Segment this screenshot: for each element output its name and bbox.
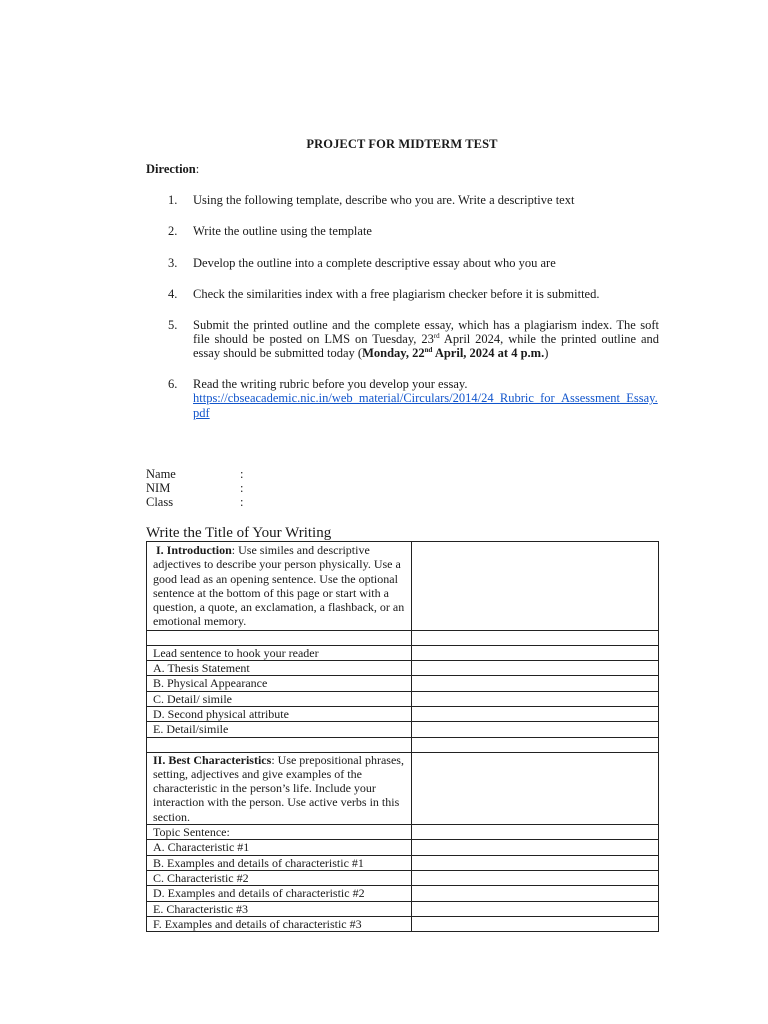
list-number: 3. [168, 255, 178, 270]
table-cell-empty[interactable] [412, 855, 659, 870]
table-cell-empty[interactable] [412, 840, 659, 855]
identity-block [146, 467, 243, 510]
table-cell-empty[interactable] [412, 676, 659, 691]
list-item [146, 318, 659, 361]
table-row [147, 661, 659, 676]
table-cell-label: Lead sentence to hook your reader [147, 645, 412, 660]
table-row [147, 840, 659, 855]
table-cell-empty[interactable] [412, 752, 659, 824]
list-number: 6. [168, 376, 178, 391]
identity-colon: : [240, 481, 244, 496]
table-row [147, 722, 659, 737]
table-cell-empty[interactable] [412, 737, 659, 752]
list-item [146, 287, 659, 301]
table-cell-empty[interactable] [412, 706, 659, 721]
superscript: rd [433, 332, 440, 341]
best-characteristics-cell [147, 752, 412, 824]
writing-title: Write the Title of Your Writing [146, 525, 332, 541]
table-cell-label: A. Thesis Statement [147, 661, 412, 676]
table-row [147, 706, 659, 721]
table-row [147, 752, 659, 824]
identity-row-class [146, 495, 243, 509]
table-cell-empty[interactable] [412, 645, 659, 660]
list-number: 5. [168, 317, 178, 332]
table-cell-empty[interactable] [412, 691, 659, 706]
direction-colon: : [195, 162, 200, 176]
introduction-heading: I. Introduction [156, 543, 232, 557]
list-item-text: Using the following template, describe who you are. Write a descriptive text [193, 193, 575, 207]
identity-label: NIM [146, 481, 171, 496]
table-row [147, 645, 659, 660]
direction-heading [146, 162, 199, 177]
table-row [147, 886, 659, 901]
direction-label: Direction [146, 162, 196, 176]
table-row [147, 916, 659, 931]
instruction-list [146, 193, 659, 420]
list-item-text: Develop the outline into a complete descriptive essay about who you are [193, 255, 556, 270]
identity-row-name [146, 467, 243, 481]
list-item-text: ) [544, 346, 549, 361]
table-cell-label: F. Examples and details of characteristic #3 [147, 916, 412, 931]
table-cell-empty[interactable] [412, 870, 659, 885]
table-cell-empty[interactable] [412, 661, 659, 676]
table-cell-empty[interactable] [412, 722, 659, 737]
list-item-text: Read the writing rubric before you develop your essay. [193, 376, 468, 391]
deadline-text: Monday, 22 [362, 346, 425, 361]
identity-row-nim [146, 481, 243, 495]
superscript: nd [424, 346, 433, 355]
table-cell-label: C. Detail/ simile [147, 691, 412, 706]
table-row [147, 542, 659, 631]
table-cell-empty[interactable] [412, 916, 659, 931]
table-cell-label: D. Examples and details of characteristic #2 [147, 886, 412, 901]
table-cell-label: C. Characteristic #2 [147, 870, 412, 885]
table-cell-label: B. Physical Appearance [147, 676, 412, 691]
page-title: PROJECT FOR MIDTERM TEST [306, 137, 498, 151]
table-row [147, 825, 659, 840]
list-number: 1. [168, 193, 178, 207]
table-row [147, 901, 659, 916]
table-cell-empty[interactable] [412, 542, 659, 631]
identity-colon: : [240, 495, 244, 510]
list-item-text: Write the outline using the template [193, 224, 372, 239]
table-cell-label: E. Characteristic #3 [147, 901, 412, 916]
outline-table [146, 541, 659, 932]
table-row [147, 676, 659, 691]
list-item [146, 224, 659, 238]
rubric-link[interactable]: https://cbseacademic.nic.in/web_material/Circulars/2014/24_Rubric_for_Assessment_Essay.pdf [193, 391, 658, 420]
introduction-text: : Use similes and descriptive adjectives to describe your person physically. Use a good lead as an opening sentence. Use the optional sentence at the bottom of this page or start with a question, a quote, an exclamation, a flashback, or an emotional memory. [153, 543, 405, 629]
table-cell-label: A. Characteristic #1 [147, 840, 412, 855]
table-cell-label: E. Detail/simile [147, 722, 412, 737]
list-item-text: Submit the printed outline and the complete essay, which has a plagiarism index. The soft file should be posted on LMS on Tuesday, 23 [193, 317, 659, 347]
table-cell-label: D. Second physical attribute [147, 706, 412, 721]
identity-colon: : [240, 467, 244, 481]
best-characteristics-text: : Use prepositional phrases, setting, adjectives and give examples of the characteristic in the person’s life. Include your interaction with the person. Use active verbs in this section. [153, 752, 404, 824]
table-cell-label: Topic Sentence: [147, 825, 412, 840]
table-cell-empty[interactable] [412, 886, 659, 901]
identity-label: Class [146, 495, 174, 510]
introduction-cell [147, 542, 412, 631]
list-number: 4. [168, 287, 178, 302]
list-item [146, 193, 659, 207]
table-cell-label: B. Examples and details of characteristic #1 [147, 855, 412, 870]
table-row [147, 691, 659, 706]
list-item-text: April 2024, while the printed outline and essay should be submitted today ( [193, 332, 659, 361]
table-cell-empty [147, 630, 412, 645]
table-cell-empty[interactable] [412, 901, 659, 916]
table-cell-empty[interactable] [412, 630, 659, 645]
identity-label: Name [146, 467, 176, 481]
table-row [147, 737, 659, 752]
table-row [147, 870, 659, 885]
table-cell-empty [147, 737, 412, 752]
best-characteristics-heading: II. Best Characteristics [153, 752, 272, 767]
list-item-text: Check the similarities index with a free plagiarism checker before it is submitted. [193, 287, 600, 302]
table-row [147, 855, 659, 870]
list-number: 2. [168, 224, 178, 239]
list-item [146, 377, 659, 420]
deadline-text: April, 2024 at 4 p.m. [432, 346, 545, 361]
table-cell-empty[interactable] [412, 825, 659, 840]
list-item [146, 256, 659, 270]
table-row [147, 630, 659, 645]
